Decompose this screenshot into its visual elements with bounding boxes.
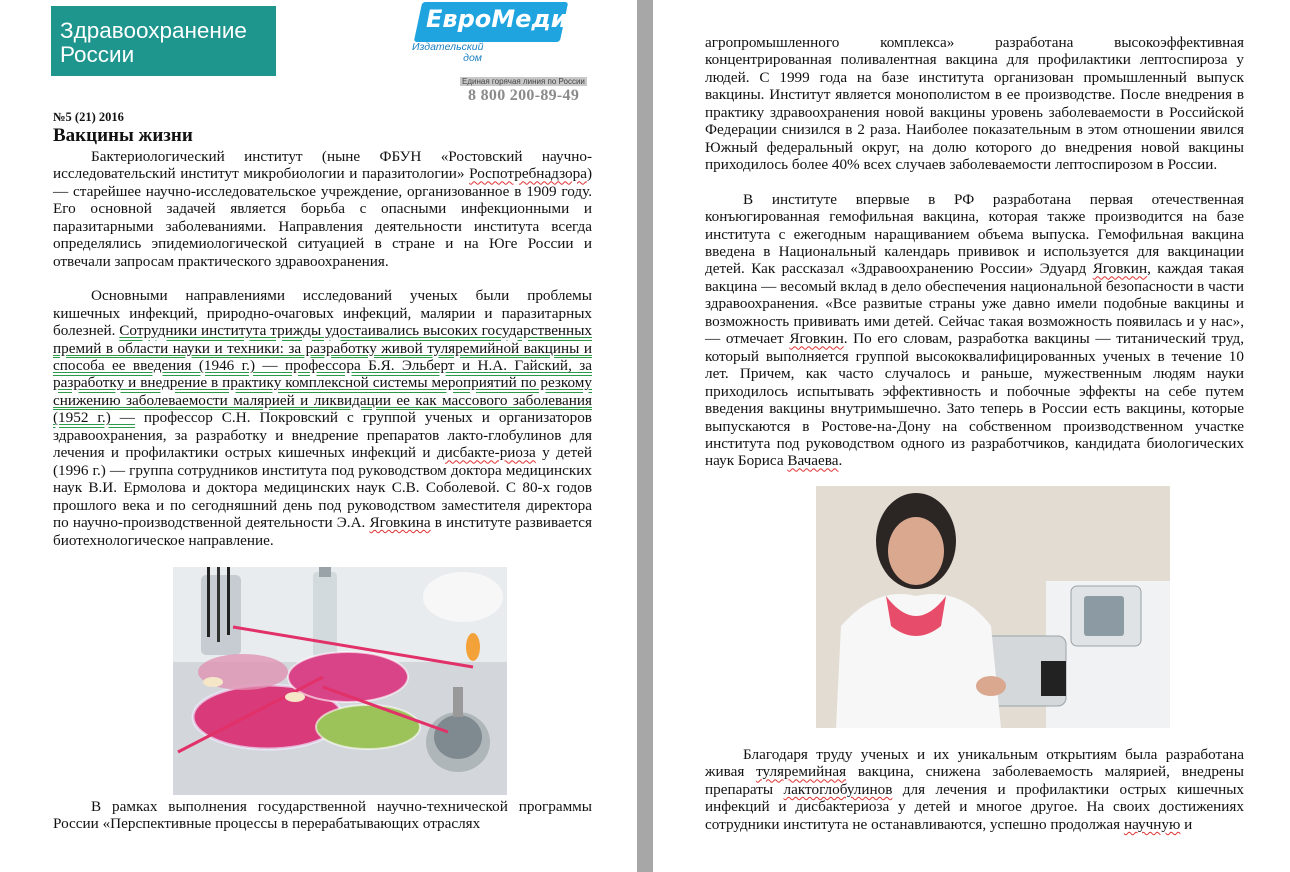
page-gap (637, 0, 653, 872)
paragraph-leptospirosis-vaccine: агропромышленного комплекса» разработана высокоэффективная концентрированная поливалентная вакцина для профилактики лептоспироза у людей. С 1999 года на базе института организован промышленный выпуск вакцины. Институт является монополистом в ее производстве. После внедрения в практику здравоохранения новой вакцины уровень заболеваемости в Российской Федерации снизился в 2 раза. Наиболее показательным в этом отношении явился Южный федеральный округ, на долю которого до внедрения новой вакцины приходилось более 40% всех случаев заболеваемости лептоспирозом в России. (705, 34, 1244, 174)
paragraph-achievements: Благодаря труду ученых и их уникальным открытиям была разработана живая туляремийная вакцина, снижена заболеваемость малярией, внедрены препараты лактоглобулинов для лечения и профилактики острых кишечных инфекций и дисбактериоза у детей и многое другое. На своих достижениях сотрудники института не останавливаются, успешно продолжая научную и (705, 746, 1244, 833)
publisher-logo (412, 2, 584, 70)
hotline-label: Единая горячая линия по России (462, 77, 585, 86)
page-left (0, 0, 637, 872)
page-right (653, 0, 1290, 872)
paragraph-state-program: В рамках выполнения государственной научно-технической программы России «Перспективные процессы в перерабатывающих отраслях (53, 798, 592, 833)
left-column-top (53, 148, 592, 549)
logo-subtitle: Издательский дом (412, 41, 484, 64)
article-title: Вакцины жизни (53, 125, 193, 146)
issue-number: №5 (21) 2016 (53, 110, 124, 124)
journal-banner (51, 6, 276, 76)
paragraph-research-directions: Основными направлениями исследований ученых были проблемы кишечных инфекций, природно-очаговых инфекций, малярии и паразитарных болезней. Сотрудники института трижды удостаивались высоких государственных премий в области науки и техники: за разработку живой туляремийной вакцины и способа ее введения (1946 г.) — профессора Б.Я. Эльберт и Н.А. Гайский, за разработку и внедрение в практику комплексной системы мероприятий по резкому снижению заболеваемости малярией и ликвидации ее как массового заболевания (1952 г.) — профессор С.Н. Покровский с группой ученых и организаторов здравоохранения, за разработку и внедрение препаратов лакто-глобулинов для лечения и профилактики острых кишечных инфекций и дисбакте-риоза у детей (1996 г.) — группа сотрудников института под руководством доктора медицинских наук В.И. Ермолова и доктора медицинских наук С.В. Соболевой. С 80-х годов прошлого века и по сегодняшний день под руководством заместителя директора по научно-производственной деятельности Э.А. Яговкина в институте развивается биотехнологическое направление. (53, 287, 592, 549)
logo-text: ЕвроМедиа (426, 5, 584, 33)
paragraph-institute-history: Бактериологический институт (ныне ФБУН «Ростовский научно-исследовательский институт микробиологии и паразитологии» Роспотребнадзора) — старейшее научно-исследовательское учреждение, организованное в 1909 году. Его основной задачей является борьба с опасными инфекционными и паразитарными заболеваниями. Направления деятельности института всегда определялись эпидемиологической ситуацией в стране и на Юге России и отвечали запросам практического здравоохранения. (53, 148, 592, 270)
left-column-bottom (53, 798, 592, 833)
photo-petri-dishes (173, 567, 507, 795)
banner-line-2: России (60, 42, 135, 67)
right-column-top (705, 34, 1244, 470)
banner-line-1: Здравоохранение (60, 18, 247, 43)
paragraph-hemophilic-vaccine: В институте впервые в РФ разработана первая отечественная конъюгированная гемофильная вакцина, которая также производится на базе института с ежегодным наращиванием объема выпуска. Гемофильная вакцина введена в Национальный календарь прививок и используется для вакцинации детей. Как рассказал «Здравоохранению России» Эдуард Яговкин, каждая такая вакцина — весомый вклад в дело обеспечения национальной безопасности в части здравоохранения. «Все развитые страны уже давно имели подобные вакцины и возможность прививать ими детей. Сейчас такая возможность появилась и у нас», — отмечает Яговкин. По его словам, разработка вакцины — титанический труд, который выполняется группой высококвалифицированных ученых в течение 10 лет. Причем, как часто случалось и раньше, мужественным людям науки приходилось испытывать эффективность и побочные эффекты на себе путем введения вакцины внутримышечно. Зато теперь в России есть вакцины, которые выпускаются в Ростове-на-Дону на собственном производственном участке института под руководством одного из разработчиков, кандидата биологических наук Бориса Вачаева. (705, 190, 1244, 470)
photo-lab-worker (816, 486, 1170, 728)
hotline-phone: 8 800 200-89-49 (468, 87, 580, 104)
right-column-bottom (705, 746, 1244, 833)
